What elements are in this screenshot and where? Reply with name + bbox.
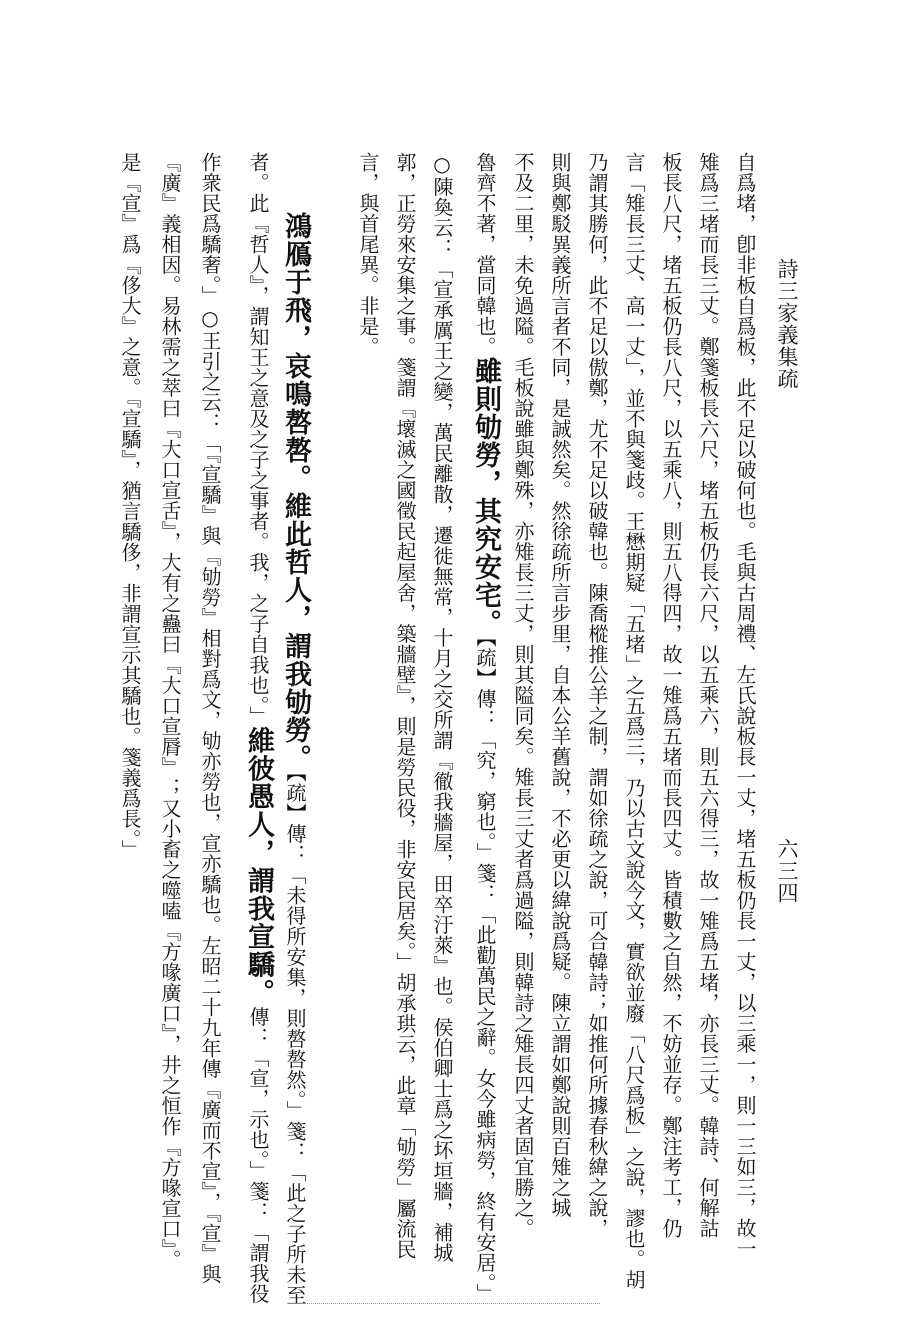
text-column-15	[158, 152, 182, 1270]
text-column-1	[733, 152, 757, 1259]
poem-line: 維彼愚人，謂我宣驕。	[243, 726, 274, 1007]
running-title: 詩三家義集疏	[775, 258, 799, 390]
text-line: 則與鄭駁異義所言者不同，是誠然矣。然徐疏所言步里，自本公羊舊說，不必更以緯說爲疑。陳立謂如鄭說則百雉之城	[548, 152, 572, 1218]
text-line: 不及二里，未免過隘。毛板說雖與鄭殊，亦雉長三丈，則其隘同矣。雉長三丈者爲過隘，則韓詩之雉長四丈者固宜勝之。	[511, 152, 535, 1239]
text-column-7	[511, 152, 535, 1239]
text-column-5	[585, 152, 609, 1239]
text-column-9	[430, 152, 454, 1263]
text-line: 魯齊不著，當同韓也。	[473, 152, 497, 357]
text-line: 言，與首尾異。非是。	[356, 152, 380, 357]
text-column-8	[470, 152, 501, 1304]
scan-artifact	[300, 1303, 600, 1310]
text-column-3	[659, 152, 683, 1239]
page-number: 六三四	[775, 838, 799, 904]
commentary-note: 傳：「宣，示也。」箋：「謂我役	[246, 1006, 270, 1304]
text-line: 乃謂其勝何，此不足以傲鄭，尤不足以破韓也。陳喬樅推公羊之制，謂如徐疏之說，可合韓詩；如推何所據春秋緯之說，	[585, 152, 609, 1239]
poem-line: 雖則劬勞，其究安宅。	[470, 357, 501, 637]
text-line: 自爲堵，卽非板自爲板，此不足以破何也。毛與古周禮、左氏說板長一丈，堵五板仍長一丈，以三乘一，則一三如三，故一	[733, 152, 757, 1259]
text-line: 『廣』義相因。易林需之萃曰『大口宣舌』，大有之蠱曰『大口宣脣』；又小畜之噬嗑『方喙廣口』，井之恒作『方喙宣口』。	[158, 152, 182, 1270]
text-column-12	[280, 212, 311, 1306]
text-line: 作衆民爲驕奢。」○王引之云：「『宣驕』與『劬勞』相對爲文，劬亦勞也，宣亦驕也。左昭二十九年傳『廣而不宣』，『宣』與	[198, 152, 222, 1285]
text-column-16	[120, 152, 140, 1192]
commentary-note: 【疏】傳：「未得所安集，則嗸嗸然。」箋：「此之子所未至	[283, 772, 307, 1306]
text-column-13	[243, 152, 274, 1304]
text-column-14	[198, 152, 222, 1285]
text-line: 者。此『哲人』，謂知王之意及之子之事者。我，之子自我也。」	[246, 152, 270, 727]
text-column-10	[393, 152, 417, 1260]
text-line: 言「雉長三丈、高一丈」，並不與箋歧。王懋期疑「五堵」之五爲三，乃以古文說今文，實欲並廢「八尺爲板」之說，謬也。胡	[622, 152, 646, 1290]
poem-line: 鴻鴈于飛，哀鳴嗸嗸。維此哲人，謂我劬勞。	[280, 212, 311, 772]
text-line: 雉爲三堵而長三丈。鄭箋板長六尺，堵五板仍長六尺，以五乘六，則五六得三，故一雉爲五堵，亦長三丈。韓詩、何解詁	[696, 152, 720, 1239]
text-column-2	[696, 152, 720, 1239]
text-column-11	[358, 152, 378, 1192]
text-column-4	[622, 152, 646, 1290]
text-line: 板長八尺，堵五板仍長八尺，以五乘八，則五八得四，故一雉爲五堵而長四丈。皆積數之自然，不妨並存。鄭注考工，仍	[659, 152, 683, 1239]
text-column-6	[548, 152, 572, 1218]
commentary-note: 【疏】傳：「究，窮也。」箋：「此勸萬民之辭。女今雖病勞，終有安居。」	[473, 637, 497, 1304]
text-line: ○陳奐云：「宣承厲王之變，萬民離散，遷徙無常，十月之交所謂『徹我牆屋，田卒汙萊』也。侯伯卿士爲之坏垣牆，補城	[430, 152, 454, 1263]
text-line: 是『宣』爲『侈大』之意。『宣驕』，猶言驕侈，非謂宣示其驕也。箋義爲長。」	[118, 152, 142, 860]
text-line: 郭，正勞來安集之事。箋謂『壞滅之國徵民起屋舍，築牆壁』，則是勞民役，非安民居矣。」胡承珙云，此章「劬勞」屬流民	[393, 152, 417, 1260]
